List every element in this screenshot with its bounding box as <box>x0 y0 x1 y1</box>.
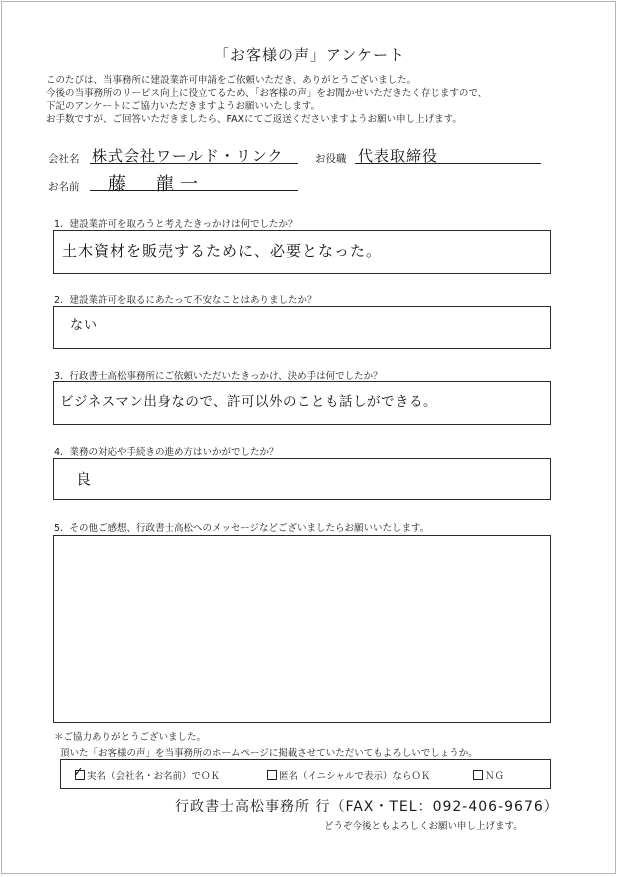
option-ng[interactable] <box>473 768 504 782</box>
checkbox-initial[interactable] <box>267 770 277 780</box>
answer-box-5[interactable] <box>53 535 551 723</box>
company-underline <box>90 163 298 164</box>
option-initial-label: 匿名（イニシャルで表示）ならＯＫ <box>279 771 431 782</box>
company-field[interactable]: 株式会社ワールド・リンク <box>92 147 284 165</box>
intro-line-4: お手数ですが、ご回答いただきましたら、FAXにてご返送くださいますようお願い申し上げます。 <box>46 114 462 125</box>
question-4: 4．業務の対応や手続きの進め方はいかがでしたか？ <box>54 447 279 458</box>
option-initial[interactable] <box>267 768 430 782</box>
name-label: お名前 <box>48 181 80 193</box>
intro-line-2: 今後の当事務所のリービス向上に役立てるため、「お客様の声」をお聞かせいただきたく存じますので、 <box>46 88 488 99</box>
option-real-name-label: 実名（会社名・お名前）でＯＫ <box>87 771 221 782</box>
answer-box-3[interactable] <box>53 381 551 425</box>
position-label: お役職 <box>315 153 347 165</box>
option-real-name[interactable] <box>73 765 221 782</box>
question-2: 2．建設業許可を取るにあたって不安なことはありましたか？ <box>54 295 317 306</box>
company-label: 会社名 <box>48 153 80 165</box>
question-1: 1．建設業許可を取ろうと考えたきっかけは何でしたか？ <box>54 219 298 230</box>
answer-box-2[interactable] <box>53 306 551 349</box>
option-ng-label: ＮＧ <box>485 771 505 782</box>
checkbox-ng[interactable] <box>473 770 483 780</box>
answer-1-text: 土木資材を販売するために、必要となった。 <box>62 242 383 260</box>
intro-line-1: このたびは、当事務所に建設業許可申請をご依頼いただき、ありがとうございました。 <box>46 75 417 86</box>
answer-2-text: ない <box>70 318 99 333</box>
answer-box-1[interactable] <box>53 230 551 274</box>
name-underline <box>90 190 298 191</box>
consent-options-box <box>60 759 551 789</box>
checkbox-real-name[interactable] <box>73 765 85 780</box>
thanks-note: ＊ご協力ありがとうございました。 <box>54 732 207 743</box>
position-underline <box>355 163 541 164</box>
answer-3-text: ビジネスマン出身なので、許可以外のことも話しができる。 <box>60 394 438 410</box>
name-field[interactable]: 藤 龍一 <box>108 174 204 195</box>
answer-4-text: 良 <box>76 470 93 488</box>
answer-box-4[interactable] <box>53 458 551 500</box>
consent-question: 頂いた「お客様の声」を当事務所のホームページに掲載させていただいてもよろしいでしょうか。 <box>60 748 478 759</box>
check-mark-icon: ✓ <box>73 765 84 780</box>
page-title: 「お客様の声」アンケート <box>213 46 406 64</box>
question-3: 3．行政書士高松事務所にご依頼いただいたきっかけ、決め手は何でしたか？ <box>54 371 383 382</box>
office-address: 行政書士高松事務所 行（FAX・TEL：092-406-9676） <box>175 799 559 815</box>
intro-line-3: 下記のアンケートにご協力いただきますようお願いいたします。 <box>46 101 321 112</box>
question-5: 5．その他ご感想、行政書士高松へのメッセージなどございましたらお願いいたします。 <box>54 523 430 534</box>
closing-line: どうぞ今後ともよろしくお願い申し上げます。 <box>324 821 523 832</box>
page-frame <box>1 1 616 874</box>
position-field[interactable]: 代表取締役 <box>358 147 439 165</box>
